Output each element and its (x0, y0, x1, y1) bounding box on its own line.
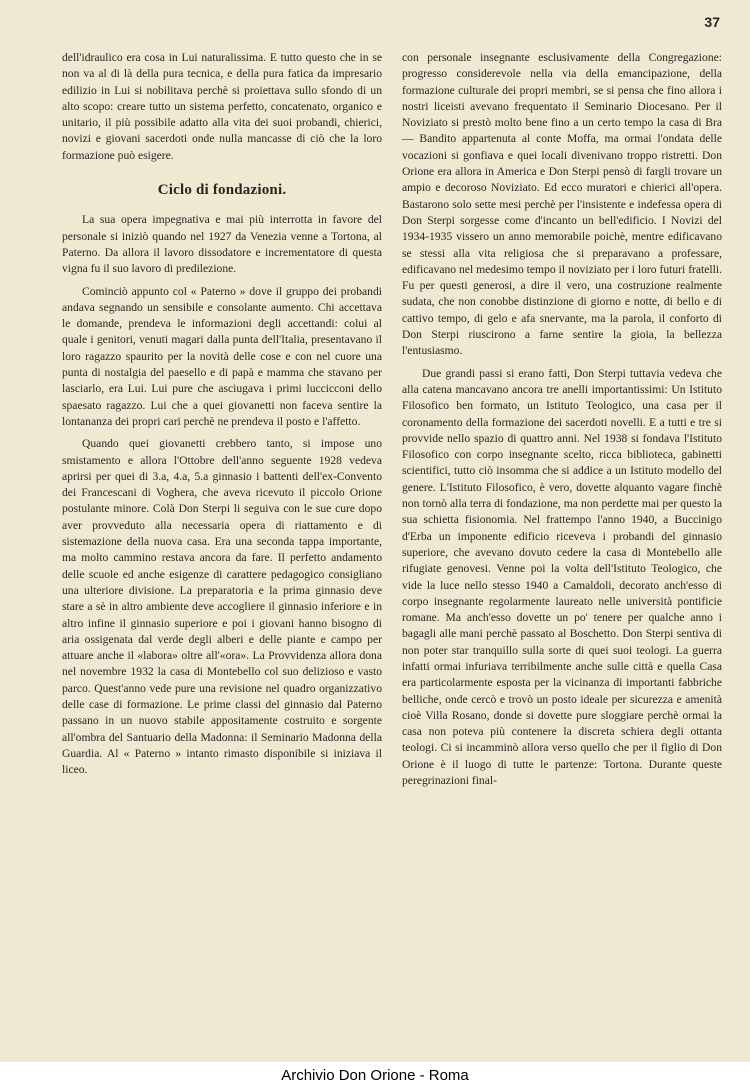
right-paragraph-continuation: con personale insegnante esclusivamente della Congregazione: progresso considerevole nella via della emancipazione, della formazione culturale dei propri membri, se si pensa che fino allora i nostri liceisti avevano frequentato il Seminario Diocesano. Per il Noviziato si prestò molto bene fino a un certo tempo la casa di Bra — Bandito appartenuta al conte Moffa, ma ormai l'ondata delle vocazioni si gonfiava e quei locali divenivano troppo ristretti. Don Orione era allora in America e Don Sterpi pensò di fargli trovare un ampio e decoroso Noviziato. Ed ecco muratori e chierici all'opera. Bastarono solo sette mesi perchè per l'insistente e indefessa opera di Don Sterpi sorgesse come d'incanto un bell'edificio. I Novizi del 1934-1935 vissero un anno memorabile poichè, mentre edificavano se stessi alla vita religiosa che si preparavano a professare, edificavano nel medesimo tempo il noviziato per i loro futuri fratelli. Fu per questi generosi, a dire il vero, una costruzione realmente sudata, che non conobbe distinzione di giorno e notte, di bello e di cattivo tempo, di gelo e afa snervante, ma la parola, il conforto di Don Sterpi riuscirono a farne sentire la gioia, la bellezza l'entusiasmo. (402, 51, 722, 358)
right-column (402, 50, 722, 795)
section-heading: Ciclo di fondazioni. (157, 182, 287, 199)
left-paragraph: Cominciò appunto col « Paterno » dove il gruppo dei probandi andava segnando un sensibile e consolante aumento. Chi accettava le domande, prendeva le informazioni degli accettandi: colui al quale i genitori, venuti magari dalla punta dell'Italia, presentavano il loro ragazzo spaurito per la novità delle cose e con nel cuore una punta di nostalgia del paesello e di papà e mamma che stavano per lasciarlo, era Lui. Lui pure che asciugava i primi luccicconi dello spaesato ragazzo. Lui che a quei giovanetti non faceva sentire la lontananza dei propri cari perchè ne prendeva il posto e l'affetto. (62, 284, 382, 428)
right-paragraph: Due grandi passi si erano fatti, Don Sterpi tuttavia vedeva che alla catena mancavano ancora tre anelli importantissimi: Un Istituto Filosofico ben formato, un Istituto Teologico, una casa per il coronamento della formazione dei sacerdoti novelli. E a tutti e tre si provvide nello spazio di quattro anni. Nel 1938 si fondava l'Istituto Filosofico con corpo insegnante scelto, ricca biblioteca, gabinetti scientifici, tutto ciò insomma che si addice a un Istituto modello del genere. L'Istituto Filosofico, è vero, dovette alquanto vagare finchè non tornò alla terra di fondazione, ma non perdette mai per questo la sua schietta fisionomia. Nel frattempo l'anno 1940, a Buccinigo d'Erba un imponente edificio riceveva i probandi del ginnasio superiore, che avevano dovuto cedere la casa di Montebello alle rifugiate genovesi. Venne poi la volta dell'Istituto Teologico, che vide la luce nello stesso 1940 a Camaldoli, decorato anch'esso di corpo insegnante regolarmente laureato nelle università pontificie romane. Ma anch'esso dovette un po' tenere per qualche anno i bagagli alle mani perchè passato al Boschetto. Don Sterpi sentiva di non poter star tranquillo sulla sorte di quei suoi teologi. La guerra infatti ormai infuriava terribilmente anche sulle città e quella Casa era particolarmente esposta per la vicinanza di importanti fabbriche belliche, onde cercò e trovò un posto ideale per sicurezza e amenità cioè Villa Rosano, donde si dovette pure sloggiare perchè ormai la casa non poteva più contenere la discreta schiera degli ottanta teologi. Ci si incamminò allora verso quello che per il figlio di Don Orione è il luogo di tutte le partenze: Tortona. Durante queste peregrinazioni final- (402, 366, 722, 788)
page-number: 37 (704, 14, 720, 30)
archive-footer: Archivio Don Orione - Roma (0, 1062, 750, 1090)
left-paragraph: La sua opera impegnativa e mai più interrotta in favore del personale si iniziò quando nel 1927 da Venezia venne a Tortona, al Paterno. Da allora il lavoro dissodatore e incrementatore di questa vigna fu il suo lavoro di predilezione. (62, 213, 382, 276)
left-column (62, 50, 382, 784)
left-paragraph-continuation: dell'idraulico era cosa in Lui naturalissima. E tutto questo che in se non va al di là della pura tecnica, e della pura fatica da impresario edilizio in Lui si nobilitava perchè si proiettava sullo sfondo di un alto scopo: creare tutto un sistema perfetto, concatenato, organico e unitario, il più possibile adatto alla vita dei suoi probandi, chierici, novizi e giovani sacerdoti onde nulla mancasse di ciò che la loro formazione può esigere. (62, 51, 382, 162)
left-paragraph: Quando quei giovanetti crebbero tanto, si impose uno smistamento e allora l'Ottobre dell'anno seguente 1928 vedeva aprirsi per quei di 3.a, 4.a, 5.a ginnasio i battenti dell'ex-Convento dei Francescani di Voghera, che aveva ricevuto il piccolo Orione postulante minore. Colà Don Sterpi li seguiva con le sue cure dopo aver provveduto alla necessaria opera di riattamento e di sistemazione della nuova casa. Era una seconda tappa importante, ma molto cammino restava ancora da fare. Il perfetto andamento delle scuole ed anche esigenze di carattere pedagogico consigliano una ulteriore divisione. La preparatoria e la prima ginnasio deve stare a sè in altro ambiente deve accogliere il ginnasio inferiore e in altro infine il ginnasio superiore e poi i giovani hanno bisogno di aria ossigenata dal verde degli alberi e delle piante e campo per attuare anche il «labora» oltre all'«ora». La Provvidenza allora dona nel novembre 1932 la casa di Montebello col suo delizioso e vasto parco. Quest'anno vede pure una revisione nel quadro organizzativo delle case di formazione. Le prime classi del ginnasio dal Paterno passano in un nuovo stabile appositamente costruito e sorgente all'ombra del Santuario della Madonna: il Seminario Madonna della Guardia. Al « Paterno » intanto rimasto disponibile si iniziava il liceo. (62, 437, 382, 777)
